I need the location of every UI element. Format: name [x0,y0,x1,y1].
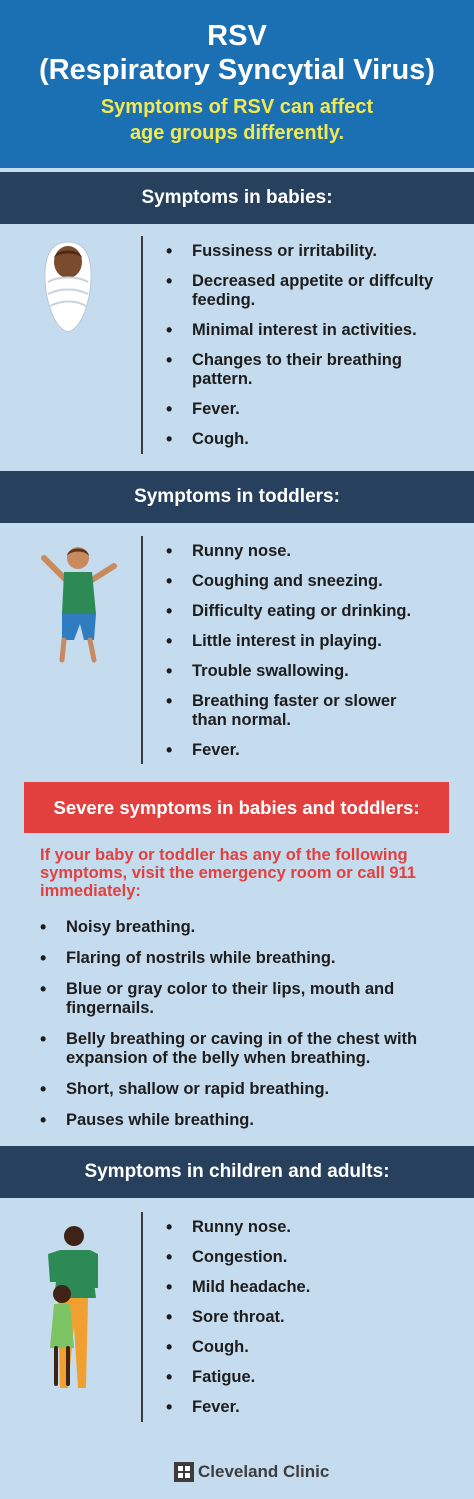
symptom-item [40,918,460,937]
symptom-item [166,1398,466,1417]
babies-symptom-list [166,242,466,460]
page-subtitle-line1: Symptoms of RSV can affect [100,96,374,118]
symptom-text: • Runny nose. [192,542,292,560]
symptom-item [166,1338,466,1357]
symptom-item [40,1030,460,1068]
symptom-text: than normal. [192,711,292,729]
warning-line: If your baby or toddler has any of the following [40,846,408,864]
symptom-text: • Cough. [192,430,249,448]
symptom-item [166,632,466,651]
symptom-text: • Noisy breathing. [66,918,196,936]
symptom-text: • Sore throat. [192,1308,285,1326]
symptom-text: • Fever. [192,400,240,418]
symptom-text: • Coughing and sneezing. [192,572,383,590]
symptom-item [166,242,466,261]
symptom-item [40,1080,460,1099]
symptom-text: • Changes to their breathing [192,351,402,369]
symptom-item [40,949,460,968]
symptom-text: • Fatigue. [192,1368,256,1386]
symptom-text: • Breathing faster or slower [192,692,397,710]
adult-and-child-illustration [40,1226,104,1396]
symptom-text: • Congestion. [192,1248,288,1266]
symptom-item [166,1218,466,1237]
symptom-text: • Blue or gray color to their lips, mouth and [66,980,395,998]
symptom-item [166,351,466,389]
symptom-item [166,430,466,449]
header [0,0,474,168]
symptom-text: • Fussiness or irritability. [192,242,377,260]
symptom-item [40,980,460,1018]
symptom-item [166,602,466,621]
symptom-text: feeding. [192,291,256,309]
symptom-text: • Fever. [192,1398,240,1416]
page-subtitle-line2: age groups differently. [129,122,345,144]
severe-warning-text [40,846,440,900]
symptom-text: fingernails. [66,999,155,1017]
brand-name: Cleveland Clinic [198,1462,330,1481]
cleveland-clinic-logo-icon [174,1462,194,1482]
baby-illustration [38,236,98,336]
symptom-item [166,741,466,760]
adults-divider [141,1212,143,1422]
symptom-text: • Flaring of nostrils while breathing. [66,949,336,967]
toddlers-heading: Symptoms in toddlers: [0,471,474,523]
symptom-item [166,572,466,591]
page-title: RSV [207,20,267,52]
symptom-text: • Minimal interest in activities. [192,321,417,339]
symptom-item [166,542,466,561]
severe-symptom-list [40,918,460,1142]
footer [0,1440,474,1499]
warning-line: immediately: [40,882,141,900]
symptom-item [166,1368,466,1387]
toddler-illustration [36,544,122,666]
warning-line: symptoms, visit the emergency room or call 911 [40,864,416,882]
symptom-item [166,662,466,681]
symptom-item [166,1308,466,1327]
symptom-text: • Belly breathing or caving in of the chest with [66,1030,418,1048]
symptom-item [166,272,466,310]
symptom-text: • Difficulty eating or drinking. [192,602,412,620]
babies-divider [141,236,143,454]
symptom-text: • Little interest in playing. [192,632,382,650]
symptom-item [166,400,466,419]
symptom-item [40,1111,460,1130]
adults-heading: Symptoms in children and adults: [0,1146,474,1198]
severe-heading: Severe symptoms in babies and toddlers: [24,782,449,833]
babies-heading: Symptoms in babies: [0,172,474,224]
symptom-text: • Mild headache. [192,1278,311,1296]
symptom-text: • Pauses while breathing. [66,1111,254,1129]
symptom-text: • Fever. [192,741,240,759]
symptom-item [166,321,466,340]
symptom-text: • Decreased appetite or diffculty [192,272,434,290]
page-title-full: (Respiratory Syncytial Virus) [39,54,435,86]
toddlers-divider [141,536,143,764]
symptom-text: • Trouble swallowing. [192,662,349,680]
symptom-item [166,1278,466,1297]
symptom-text: • Short, shallow or rapid breathing. [66,1080,330,1098]
symptom-text: • Cough. [192,1338,249,1356]
symptom-text: • Runny nose. [192,1218,292,1236]
symptom-item [166,1248,466,1267]
adults-symptom-list [166,1218,466,1428]
symptom-text: expansion of the belly when breathing. [66,1049,371,1067]
symptom-text: pattern. [192,370,253,388]
toddlers-symptom-list [166,542,466,771]
symptom-item [166,692,466,730]
